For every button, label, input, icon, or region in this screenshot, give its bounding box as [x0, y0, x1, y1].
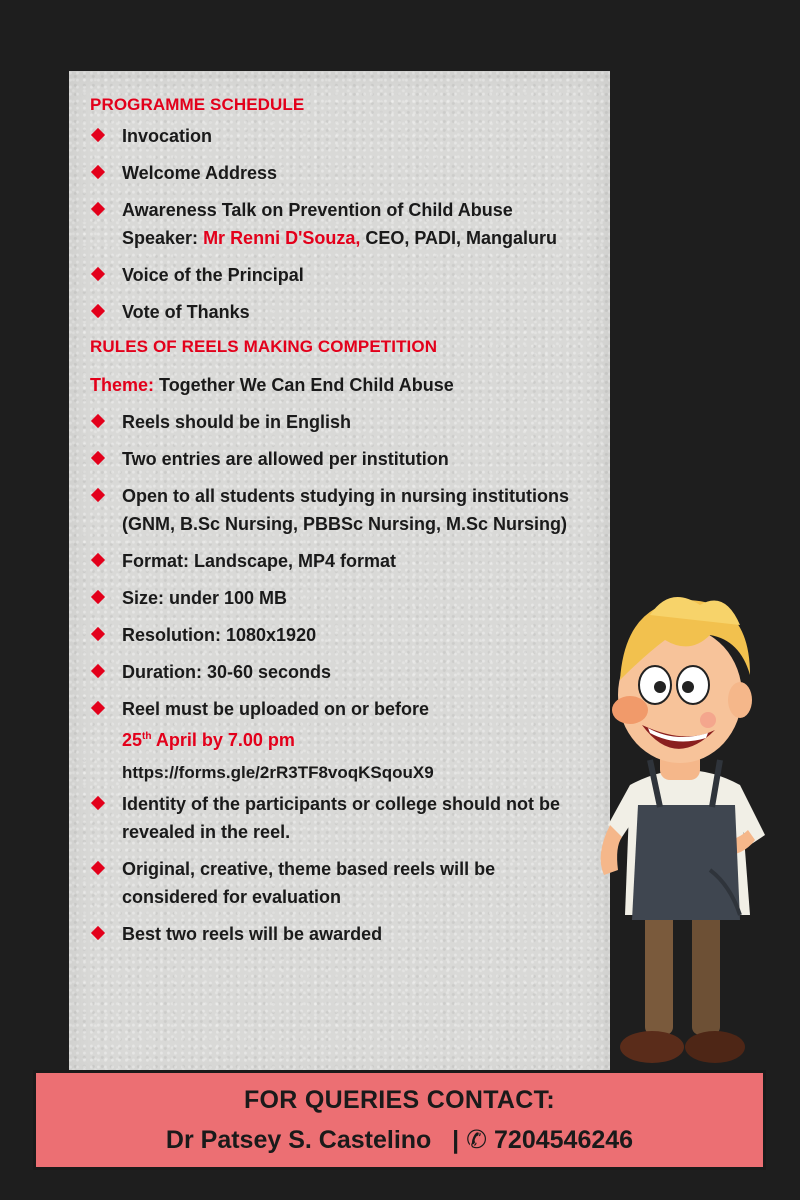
rule-item-deadline: Reel must be uploaded on or before 25th April by 7.00 pm — [90, 695, 600, 754]
bullet-diamond-icon — [91, 202, 105, 216]
bullet-diamond-icon — [91, 664, 105, 678]
schedule-item-welcome: Welcome Address — [90, 159, 600, 187]
rule-item-size: Size: under 100 MB — [90, 584, 600, 612]
form-link[interactable]: https://forms.gle/2rR3TF8voqKSqouX9 — [122, 763, 434, 782]
bullet-diamond-icon — [91, 553, 105, 567]
schedule-heading: PROGRAMME SCHEDULE — [90, 95, 305, 114]
separator: | — [452, 1126, 460, 1154]
schedule-item-principal: Voice of the Principal — [90, 261, 600, 289]
rule-item-resolution: Resolution: 1080x1920 — [90, 621, 600, 649]
bullet-diamond-icon — [91, 488, 105, 502]
bullet-diamond-icon — [91, 267, 105, 281]
content-column — [90, 93, 600, 948]
cartoon-boy-illustration — [590, 585, 790, 1085]
schedule-item-invocation: Invocation — [90, 122, 600, 150]
contact-phone[interactable]: 7204546246 — [494, 1126, 634, 1154]
schedule-item-thanks: Vote of Thanks — [90, 298, 600, 326]
bullet-diamond-icon — [91, 590, 105, 604]
theme-line: Theme: Together We Can End Child Abuse — [90, 375, 454, 395]
rule-item-english: Reels should be in English — [90, 408, 600, 436]
bullet-diamond-icon — [91, 165, 105, 179]
rule-item-duration: Duration: 30-60 seconds — [90, 658, 600, 686]
deadline-date: 25th April by 7.00 pm — [122, 730, 295, 750]
speaker-name: Mr Renni D'Souza, — [203, 228, 361, 248]
speaker-line: Speaker: Mr Renni D'Souza, CEO, PADI, Mangaluru — [122, 228, 558, 248]
bullet-diamond-icon — [91, 627, 105, 641]
rule-item-format: Format: Landscape, MP4 format — [90, 547, 600, 575]
schedule-item-talk: Awareness Talk on Prevention of Child Abuse Speaker: Mr Renni D'Souza, CEO, PADI, Mangaluru — [90, 196, 600, 252]
rule-item-original: Original, creative, theme based reels will be considered for evaluation — [90, 855, 600, 911]
bullet-diamond-icon — [91, 926, 105, 940]
contact-name: Dr Patsey S. Castelino — [165, 1126, 432, 1154]
phone-icon: ✆ — [466, 1126, 488, 1154]
bullet-diamond-icon — [91, 414, 105, 428]
footer-title: FOR QUERIES CONTACT: — [243, 1086, 556, 1114]
rule-item-identity: Identity of the participants or college should not be revealed in the reel. — [90, 790, 600, 846]
rules-heading: RULES OF REELS MAKING COMPETITION — [90, 337, 438, 356]
bullet-diamond-icon — [91, 861, 105, 875]
contact-footer — [33, 1070, 766, 1170]
bullet-diamond-icon — [91, 304, 105, 318]
rule-item-eligibility: Open to all students studying in nursing institutions (GNM, B.Sc Nursing, PBBSc Nursing, M.Sc Nursing) — [90, 482, 600, 538]
bullet-diamond-icon — [91, 796, 105, 810]
rule-item-entries: Two entries are allowed per institution — [90, 445, 600, 473]
footer-contact-line — [36, 1125, 763, 1155]
rule-item-awards: Best two reels will be awarded — [90, 920, 600, 948]
bullet-diamond-icon — [91, 128, 105, 142]
bullet-diamond-icon — [91, 451, 105, 465]
bullet-diamond-icon — [91, 701, 105, 715]
